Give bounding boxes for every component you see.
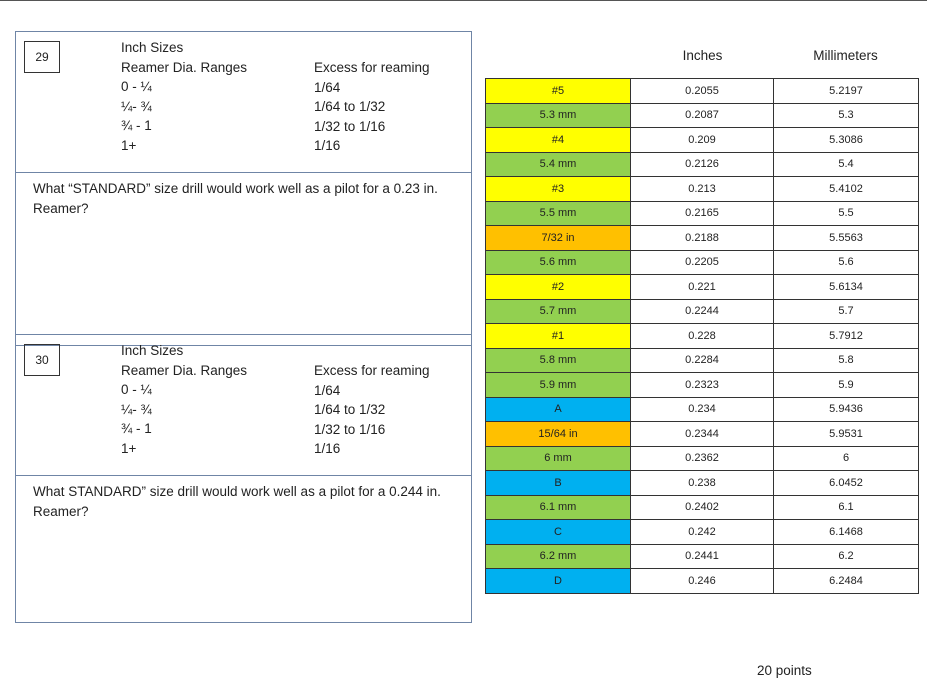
excess-item: 1/64 xyxy=(314,382,341,398)
drill-size-table xyxy=(485,78,919,594)
table-row xyxy=(486,250,919,275)
question-box-29 xyxy=(15,31,472,346)
inches-cell: 0.2402 xyxy=(631,495,774,520)
millimeters-cell: 5.7912 xyxy=(774,324,919,349)
range-item: 1+ xyxy=(121,137,137,153)
millimeters-cell: 5.6134 xyxy=(774,275,919,300)
range-item: 0 - ¼ xyxy=(121,382,152,397)
top-divider xyxy=(0,0,927,1)
millimeters-cell: 5.5 xyxy=(774,201,919,226)
excess-item: 1/64 to 1/32 xyxy=(314,402,386,417)
table-row xyxy=(486,569,919,594)
millimeters-cell: 6.2484 xyxy=(774,569,919,594)
drill-size-cell: 5.3 mm xyxy=(486,103,631,128)
drill-size-cell: 5.9 mm xyxy=(486,373,631,398)
range-item: 1+ xyxy=(121,440,137,456)
inches-cell: 0.209 xyxy=(631,128,774,153)
millimeters-cell: 6.1468 xyxy=(774,520,919,545)
millimeters-cell: 6 xyxy=(774,446,919,471)
millimeters-cell: 5.4102 xyxy=(774,177,919,202)
range-item: ¾ - 1 xyxy=(121,118,152,133)
excess-item: 1/64 to 1/32 xyxy=(314,99,386,114)
inches-cell: 0.2188 xyxy=(631,226,774,251)
millimeters-cell: 5.9531 xyxy=(774,422,919,447)
millimeters-cell: 5.6 xyxy=(774,250,919,275)
ranges-column xyxy=(121,38,247,155)
millimeters-cell: 5.9436 xyxy=(774,397,919,422)
excess-item: 1/32 to 1/16 xyxy=(314,421,386,437)
answer-area[interactable] xyxy=(16,173,471,345)
inches-cell: 0.2441 xyxy=(631,544,774,569)
table-row xyxy=(486,79,919,104)
millimeters-cell: 6.2 xyxy=(774,544,919,569)
question-box-30 xyxy=(15,334,472,623)
table-row xyxy=(486,348,919,373)
inches-cell: 0.2284 xyxy=(631,348,774,373)
question-number: 30 xyxy=(24,344,60,376)
range-item: ¼- ¾ xyxy=(121,401,152,417)
table-row xyxy=(486,324,919,349)
drill-size-cell: #5 xyxy=(486,79,631,104)
table-row xyxy=(486,152,919,177)
drill-size-cell: D xyxy=(486,569,631,594)
inches-cell: 0.246 xyxy=(631,569,774,594)
inches-cell: 0.238 xyxy=(631,471,774,496)
inches-cell: 0.228 xyxy=(631,324,774,349)
header-millimeters: Millimeters xyxy=(813,48,878,63)
table-row xyxy=(486,226,919,251)
answer-area[interactable] xyxy=(16,476,471,622)
millimeters-cell: 5.3086 xyxy=(774,128,919,153)
inches-cell: 0.242 xyxy=(631,520,774,545)
drill-size-cell: 6.2 mm xyxy=(486,544,631,569)
question-text: What “STANDARD” size drill would work well as a pilot for a 0.23 in. Reamer? xyxy=(33,181,438,216)
ranges-label: Reamer Dia. Ranges xyxy=(121,362,248,378)
excess-column xyxy=(314,361,430,459)
points-label: 20 points xyxy=(757,663,812,678)
drill-size-cell: #3 xyxy=(486,177,631,202)
millimeters-cell: 5.8 xyxy=(774,348,919,373)
sizes-title: Inch Sizes xyxy=(121,40,184,55)
question-number: 29 xyxy=(24,41,60,73)
ranges-column xyxy=(121,341,247,458)
inches-cell: 0.2362 xyxy=(631,446,774,471)
table-row xyxy=(486,373,919,398)
table-row xyxy=(486,128,919,153)
inches-cell: 0.2323 xyxy=(631,373,774,398)
inches-cell: 0.2344 xyxy=(631,422,774,447)
drill-size-cell: 5.6 mm xyxy=(486,250,631,275)
table-row xyxy=(486,397,919,422)
drill-table-body xyxy=(486,79,919,594)
table-row xyxy=(486,299,919,324)
table-row xyxy=(486,103,919,128)
excess-label: Excess for reaming xyxy=(314,363,430,378)
excess-item: 1/16 xyxy=(314,441,341,456)
drill-size-cell: #2 xyxy=(486,275,631,300)
drill-size-cell: 6.1 mm xyxy=(486,495,631,520)
millimeters-cell: 5.2197 xyxy=(774,79,919,104)
inches-cell: 0.221 xyxy=(631,275,774,300)
table-row xyxy=(486,544,919,569)
inches-cell: 0.2087 xyxy=(631,103,774,128)
excess-item: 1/16 xyxy=(314,138,341,153)
table-row xyxy=(486,520,919,545)
header-inches: Inches xyxy=(682,48,723,63)
table-row xyxy=(486,495,919,520)
reaming-allowance-panel xyxy=(16,32,471,173)
millimeters-cell: 6.1 xyxy=(774,495,919,520)
drill-size-cell: #1 xyxy=(486,324,631,349)
ranges-label: Reamer Dia. Ranges xyxy=(121,59,248,75)
drill-size-cell: A xyxy=(486,397,631,422)
inches-cell: 0.213 xyxy=(631,177,774,202)
table-row xyxy=(486,471,919,496)
drill-size-cell: #4 xyxy=(486,128,631,153)
table-row xyxy=(486,201,919,226)
drill-size-cell: 6 mm xyxy=(486,446,631,471)
drill-size-cell: 5.5 mm xyxy=(486,201,631,226)
range-item: 0 - ¼ xyxy=(121,79,152,94)
excess-item: 1/64 xyxy=(314,79,341,95)
table-row xyxy=(486,177,919,202)
millimeters-cell: 5.7 xyxy=(774,299,919,324)
drill-size-cell: C xyxy=(486,520,631,545)
drill-size-cell: 15/64 in xyxy=(486,422,631,447)
excess-item: 1/32 to 1/16 xyxy=(314,118,386,134)
millimeters-cell: 6.0452 xyxy=(774,471,919,496)
table-row xyxy=(486,446,919,471)
millimeters-cell: 5.9 xyxy=(774,373,919,398)
inches-cell: 0.2165 xyxy=(631,201,774,226)
inches-cell: 0.2126 xyxy=(631,152,774,177)
range-item: ¾ - 1 xyxy=(121,421,152,436)
excess-label: Excess for reaming xyxy=(314,60,430,75)
table-row xyxy=(486,422,919,447)
inches-cell: 0.2055 xyxy=(631,79,774,104)
range-item: ¼- ¾ xyxy=(121,98,152,114)
inches-cell: 0.234 xyxy=(631,397,774,422)
drill-size-cell: 5.7 mm xyxy=(486,299,631,324)
sizes-title: Inch Sizes xyxy=(121,343,184,358)
question-text: What STANDARD” size drill would work well as a pilot for a 0.244 in. Reamer? xyxy=(33,484,441,519)
excess-column xyxy=(314,58,430,156)
millimeters-cell: 5.3 xyxy=(774,103,919,128)
drill-size-cell: 7/32 in xyxy=(486,226,631,251)
drill-size-cell: B xyxy=(486,471,631,496)
table-row xyxy=(486,275,919,300)
millimeters-cell: 5.5563 xyxy=(774,226,919,251)
inches-cell: 0.2205 xyxy=(631,250,774,275)
drill-size-cell: 5.8 mm xyxy=(486,348,631,373)
reaming-allowance-panel xyxy=(16,335,471,476)
millimeters-cell: 5.4 xyxy=(774,152,919,177)
inches-cell: 0.2244 xyxy=(631,299,774,324)
drill-size-cell: 5.4 mm xyxy=(486,152,631,177)
